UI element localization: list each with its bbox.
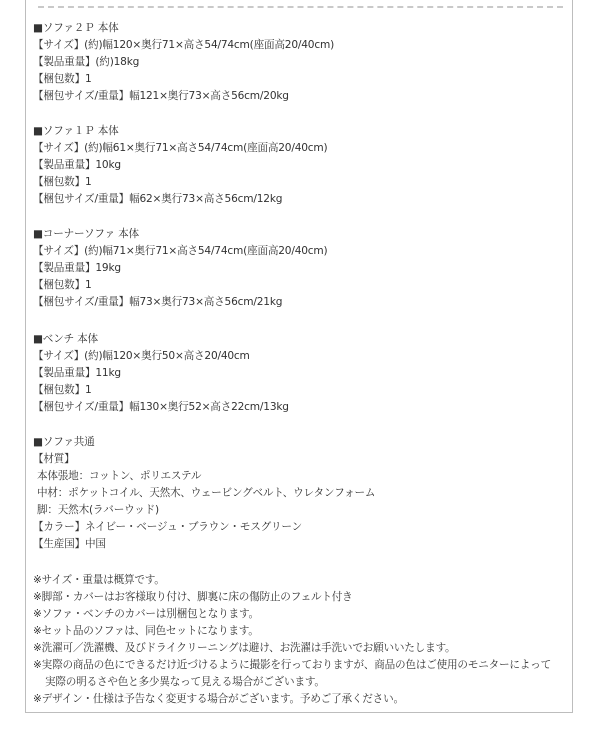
spec-package-count: 【梱包数】1 xyxy=(33,176,92,188)
spec-section-sofa-2p xyxy=(33,20,568,105)
spec-package-count: 【梱包数】1 xyxy=(33,73,92,85)
spec-size: 【サイズ】(約)幅120×奥行71×高さ54/74cm(座面高20/40cm) xyxy=(33,39,334,51)
dashed-divider xyxy=(38,6,563,8)
spec-package-size: 【梱包サイズ/重量】幅130×奥行52×高さ22cm/13kg xyxy=(33,401,289,413)
section-heading: ■ベンチ 本体 xyxy=(33,333,98,345)
spec-package-size: 【梱包サイズ/重量】幅121×奥行73×高さ56cm/20kg xyxy=(33,90,289,102)
note-item: ※サイズ・重量は概算です。 xyxy=(33,574,165,586)
note-item: ※脚部・カバーはお客様取り付け、脚裏に床の傷防止のフェルト付き xyxy=(33,591,353,603)
section-heading: ■ソファ共通 xyxy=(33,436,95,448)
spec-package-count: 【梱包数】1 xyxy=(33,279,92,291)
spec-section-sofa-1p xyxy=(33,123,568,208)
material-upholstery: 本体張地：コットン、ポリエステル xyxy=(37,470,202,482)
spec-weight: 【製品重量】(約)18kg xyxy=(33,56,140,68)
spec-weight: 【製品重量】11kg xyxy=(33,367,121,379)
spec-weight: 【製品重量】19kg xyxy=(33,262,121,274)
note-item: ※デザイン・仕様は予告なく変更する場合がございます。予めご了承ください。 xyxy=(33,693,404,705)
section-heading: ■コーナーソファ 本体 xyxy=(33,228,139,240)
spec-package-count: 【梱包数】1 xyxy=(33,384,92,396)
section-heading: ■ソファ２Ｐ 本体 xyxy=(33,22,119,34)
spec-content xyxy=(33,20,568,708)
material-label: 【材質】 xyxy=(33,453,75,465)
notes-list xyxy=(33,572,568,708)
spec-package-size: 【梱包サイズ/重量】幅62×奥行73×高さ56cm/12kg xyxy=(33,193,283,205)
note-item: ※洗濯可／洗濯機、及びドライクリーニングは避け、お洗濯は手洗いでお願いいたします。 xyxy=(33,642,456,654)
section-heading: ■ソファ１Ｐ 本体 xyxy=(33,125,119,137)
spec-package-size: 【梱包サイズ/重量】幅73×奥行73×高さ56cm/21kg xyxy=(33,296,283,308)
spec-section-common xyxy=(33,434,568,553)
color-options: 【カラー】ネイビー・ベージュ・ブラウン・モスグリーン xyxy=(33,521,302,533)
note-item: ※セット品のソファは、同色セットになります。 xyxy=(33,625,259,637)
spec-size: 【サイズ】(約)幅120×奥行50×高さ20/40cm xyxy=(33,350,250,362)
spec-size: 【サイズ】(約)幅71×奥行71×高さ54/74cm(座面高20/40cm) xyxy=(33,245,328,257)
spec-size: 【サイズ】(約)幅61×奥行71×高さ54/74cm(座面高20/40cm) xyxy=(33,142,328,154)
note-item-continuation: 実際の明るさや色と多少異なって見える場合がございます。 xyxy=(45,676,325,688)
note-item: ※実際の商品の色にできるだけ近づけるように撮影を行っておりますが、商品の色はご使用のモニターによって xyxy=(33,659,551,671)
note-item: ※ソファ・ベンチのカバーは別梱包となります。 xyxy=(33,608,259,620)
spec-section-corner-sofa xyxy=(33,226,568,311)
country-of-origin: 【生産国】中国 xyxy=(33,538,106,550)
spec-weight: 【製品重量】10kg xyxy=(33,159,121,171)
spec-section-bench xyxy=(33,331,568,416)
material-filling: 中材：ポケットコイル、天然木、ウェービングベルト、ウレタンフォーム xyxy=(37,487,376,499)
material-legs: 脚：天然木(ラバーウッド) xyxy=(37,504,159,516)
